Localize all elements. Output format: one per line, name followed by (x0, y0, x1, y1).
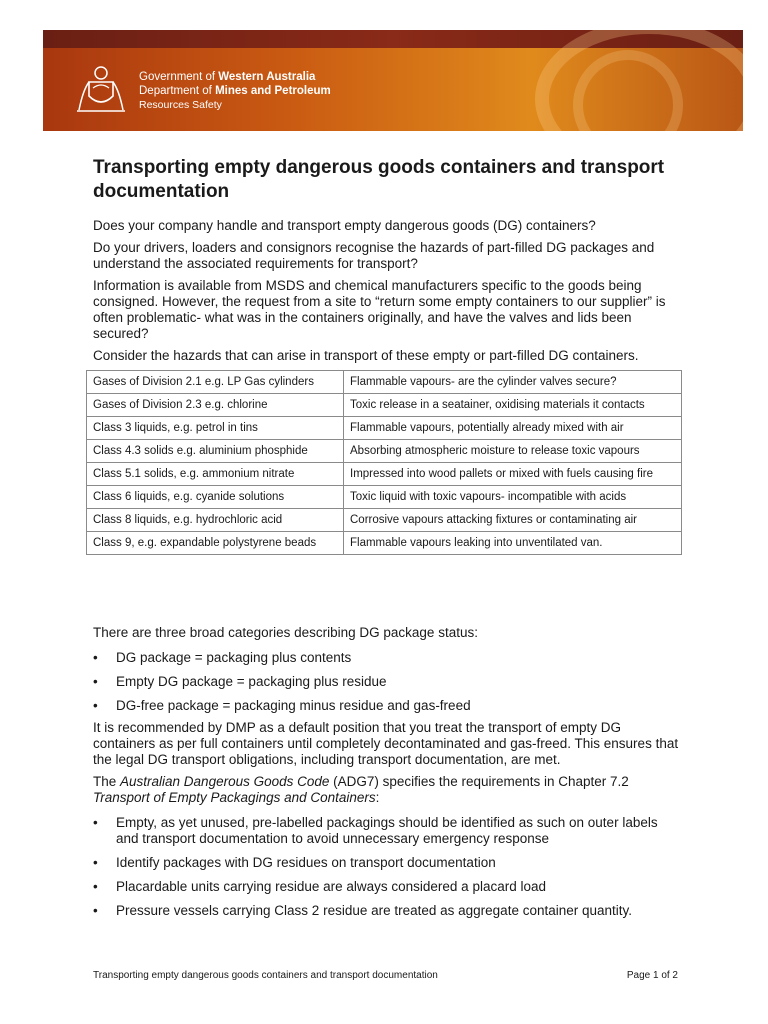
intro-paragraph: Consider the hazards that can arise in transport of these empty or part-filled DG containers. (93, 348, 639, 363)
dg-class-cell: Class 6 liquids, e.g. cyanide solutions (87, 486, 344, 509)
table-row (87, 394, 682, 417)
hazard-cell: Toxic release in a seatainer, oxidising materials it contacts (344, 394, 682, 417)
hazard-cell: Flammable vapours- are the cylinder valves secure? (344, 371, 682, 394)
list-item: • Empty DG package = packaging plus residue (93, 674, 683, 690)
dg-class-cell: Class 5.1 solids, e.g. ammonium nitrate (87, 463, 344, 486)
division-line: Resources Safety (139, 99, 222, 111)
footer-document-title: Transporting empty dangerous goods containers and transport documentation (93, 970, 438, 981)
list-item: • Placardable units carrying residue are always considered a placard load (93, 879, 683, 895)
coat-of-arms-icon (73, 64, 129, 114)
status-intro: There are three broad categories describing DG package status: (93, 625, 478, 640)
adg-paragraph: The Australian Dangerous Goods Code (ADG7) specifies the requirements in Chapter 7.2 Transport of Empty Packagings and Containers: (93, 774, 629, 805)
dg-class-cell: Gases of Division 2.1 e.g. LP Gas cylinders (87, 371, 344, 394)
recommendation-paragraph: It is recommended by DMP as a default position that you treat the transport of empty DG containers as per full containers until completely decontaminated and gas-freed. This ensures that the legal DG transport obligations, including transport documentation, are met. (93, 720, 679, 767)
dg-class-cell: Gases of Division 2.3 e.g. chlorine (87, 394, 344, 417)
hazard-table (86, 370, 682, 555)
intro-section (93, 156, 683, 370)
hazard-cell: Corrosive vapours attacking fixtures or contaminating air (344, 509, 682, 532)
hazard-cell: Impressed into wood pallets or mixed with fuels causing fire (344, 463, 682, 486)
dg-class-cell: Class 4.3 solids e.g. aluminium phosphide (87, 440, 344, 463)
list-item: • DG-free package = packaging minus residue and gas-freed (93, 698, 683, 714)
header-banner (43, 30, 743, 131)
hazard-cell: Absorbing atmospheric moisture to release toxic vapours (344, 440, 682, 463)
list-item: • DG package = packaging plus contents (93, 650, 683, 666)
agency-name-block (139, 70, 331, 112)
hazard-cell: Flammable vapours, potentially already mixed with air (344, 417, 682, 440)
hazard-cell: Toxic liquid with toxic vapours- incompatible with acids (344, 486, 682, 509)
table-row (87, 509, 682, 532)
table-row (87, 486, 682, 509)
intro-paragraph: Does your company handle and transport empty dangerous goods (DG) containers? (93, 218, 596, 233)
list-item: • Pressure vessels carrying Class 2 residue are treated as aggregate container quantity. (93, 903, 683, 919)
table-row (87, 371, 682, 394)
intro-paragraph: Do your drivers, loaders and consignors recognise the hazards of part-filled DG packages and understand the associated requirements for transport? (93, 240, 655, 271)
hazard-cell: Flammable vapours leaking into unventilated van. (344, 532, 682, 555)
table-row (87, 417, 682, 440)
table-row (87, 440, 682, 463)
page-title: Transporting empty dangerous goods containers and transport documentation (93, 157, 665, 202)
table-row (87, 463, 682, 486)
guidance-section (93, 625, 683, 927)
dg-class-cell: Class 8 liquids, e.g. hydrochloric acid (87, 509, 344, 532)
dg-class-cell: Class 3 liquids, e.g. petrol in tins (87, 417, 344, 440)
footer-page-number: Page 1 of 2 (626, 970, 678, 981)
dg-class-cell: Class 9, e.g. expandable polystyrene beads (87, 532, 344, 555)
requirements-list (93, 815, 683, 919)
list-item: • Empty, as yet unused, pre-labelled packagings should be identified as such on outer labels and transport documentation to avoid unnecessary emergency response (93, 815, 683, 847)
status-list (93, 650, 683, 714)
government-line: Government of Western Australia (139, 71, 316, 83)
department-line: Department of Mines and Petroleum (139, 85, 331, 97)
table-row (87, 532, 682, 555)
list-item: • Identify packages with DG residues on transport documentation (93, 855, 683, 871)
intro-paragraph: Information is available from MSDS and chemical manufacturers specific to the goods being consigned. However, the request from a site to “return some empty containers to our supplier” is often problematic- what was in the containers originally, and have the valves and lids been secured? (93, 278, 666, 341)
